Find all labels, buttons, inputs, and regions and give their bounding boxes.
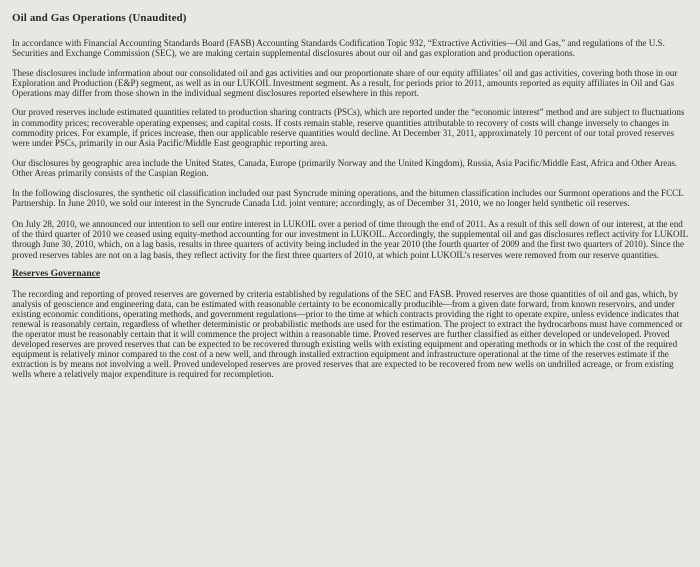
paragraph-psc-reserves: Our proved reserves include estimated quantities related to production sharing contracts (PSCs), which are reported under the “economic interest” method and are subject to fluctuations in commodity prices; recoverable operating expenses; and capital costs. If costs remain stable, reserve quantities attributable to recovery of costs will change inversely to changes in commodity prices. For example, if prices increase, then our applicable reserve quantities would decline. At December 31, 2011, approximately 10 percent of our total proved reserves were under PSCs, primarily in our Asia Pacific/Middle East geographic reporting area. <box>12 107 685 148</box>
paragraph-reserves-governance: The recording and reporting of proved reserves are governed by criteria established by regulations of the SEC and FASB. Proved reserves are those quantities of oil and gas, which, by analysis of geoscience and engineering data, can be estimated with reasonable certainty to be economically producible—from a given date forward, from known reservoirs, and under existing economic conditions, operating methods, and government regulations—prior to the time at which contracts providing the right to operate expire, unless evidence indicates that renewal is reasonably certain, regardless of whether deterministic or probabilistic methods are used for the estimation. The project to extract the hydrocarbons must have commenced or the operator must be reasonably certain that it will commence the project within a reasonable time. Proved reserves are further classified as either developed or undeveloped. Proved developed reserves are proved reserves that can be expected to be recovered through existing wells with existing equipment and operating methods or in which the cost of the required equipment is relatively minor compared to the cost of a new well, and through installed extraction equipment and infrastructure operational at the time of the reserves estimate if the extraction is by means not involving a well. Proved undeveloped reserves are proved reserves that are expected to be recovered from new wells on undrilled acreage, or from existing wells where a relatively major expenditure is required for recompletion. <box>12 288 683 380</box>
document-title: Oil and Gas Operations (Unaudited) <box>12 12 187 24</box>
paragraph-lukoil: On July 28, 2010, we announced our intention to sell our entire interest in LUKOIL over a period of time through the end of 2011. As a result of this sell down of our interest, at the end of the third quarter of 2010 we ceased using equity-method accounting for our investment in LUKOIL. Accordingly, the supplemental oil and gas disclosures reflect activity for LUKOIL through June 30, 2010, which, on a lag basis, results in three quarters of activity being included in the year 2010 (the fourth quarter of 2009 and the first two quarters of 2010). Since the proved reserves tables are not on a lag basis, they reflect activity for the first three quarters of 2010, at which point LUKOIL’s reserves were removed from our reserve quantities. <box>12 219 688 260</box>
section-heading-reserves-governance: Reserves Governance <box>12 267 101 279</box>
paragraph-fasb-disclosure: In accordance with Financial Accounting Standards Board (FASB) Accounting Standards Codification Topic 932, “Extractive Activities—Oil and Gas,” and regulations of the U.S. Securities and Exchange Commission (SEC), we are making certain supplemental disclosures about our oil and gas exploration and production operations. <box>12 38 665 59</box>
paragraph-equity-affiliates: These disclosures include information about our consolidated oil and gas activities and our proportionate share of our equity affiliates’ oil and gas activities, covering both those in our Exploration and Production (E&P) segment, as well as in our LUKOIL Investment segment. As a result, for periods prior to 2011, amounts reported as equity affiliates in Oil and Gas Operations may differ from those shown in the individual segment disclosures reported elsewhere in this report. <box>12 68 678 99</box>
paragraph-geographic-areas: Our disclosures by geographic area include the United States, Canada, Europe (primarily Norway and the United Kingdom), Russia, Asia Pacific/Middle East, Africa and Other Areas. Other Areas primarily consists of the Caspian Region. <box>12 157 678 178</box>
paragraph-synthetic-oil: In the following disclosures, the synthetic oil classification included our past Syncrude mining operations, and the bitumen classification includes our Surmont operations and the FCCL Partnership. In June 2010, we sold our interest in the Syncrude Canada Ltd. joint venture; accordingly, as of December 31, 2010, we no longer held synthetic oil reserves. <box>12 188 684 209</box>
